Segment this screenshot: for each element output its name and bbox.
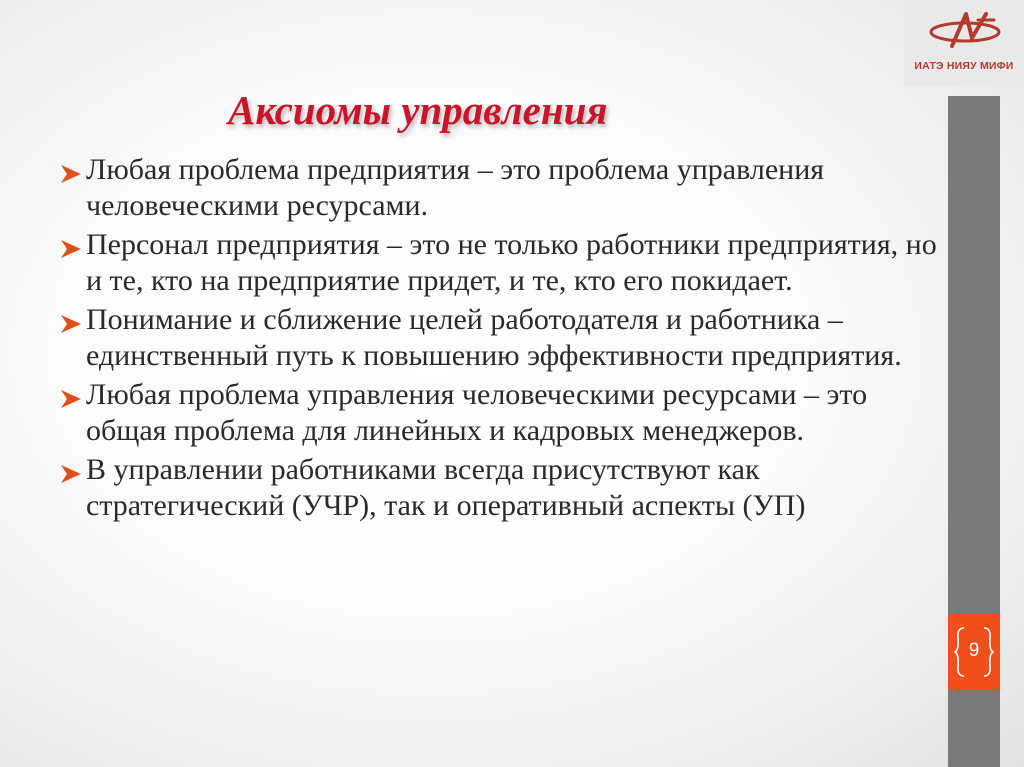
arrow-bullet-icon xyxy=(60,239,82,259)
bullet-item xyxy=(58,302,938,374)
bullet-text: В управлении работниками всегда присутствуют как стратегический (УЧР), так и оперативный аспекты (УП) xyxy=(86,453,806,522)
bullet-text: Любая проблема предприятия – это проблема управления человеческими ресурсами. xyxy=(86,153,825,222)
institute-logo-icon xyxy=(926,8,1004,52)
logo-panel xyxy=(904,0,1024,86)
org-label: ИАТЭ НИЯУ МИФИ xyxy=(914,60,1014,72)
right-brace-icon xyxy=(982,626,994,678)
arrow-bullet-icon xyxy=(60,389,82,409)
page-number: 9 xyxy=(968,640,980,661)
bullet-list xyxy=(58,152,938,527)
bullet-text: Любая проблема управления человеческими ресурсами – это общая проблема для линейных и кадровых менеджеров. xyxy=(86,378,868,447)
slide-title: Аксиомы управления xyxy=(228,87,608,133)
bullet-item xyxy=(58,377,938,449)
page-number-badge xyxy=(948,614,1000,690)
arrow-bullet-icon xyxy=(60,464,82,484)
bullet-text: Персонал предприятия – это не только работники предприятия, но и те, кто на предприятие придет, и те, кто его покидает. xyxy=(86,228,937,297)
arrow-bullet-icon xyxy=(60,164,82,184)
bullet-item xyxy=(58,152,938,224)
bullet-text: Понимание и сближение целей работодателя и работника – единственный путь к повышению эффективности предприятия. xyxy=(86,303,902,372)
bullet-item xyxy=(58,227,938,299)
bullet-item xyxy=(58,452,938,524)
arrow-bullet-icon xyxy=(60,314,82,334)
